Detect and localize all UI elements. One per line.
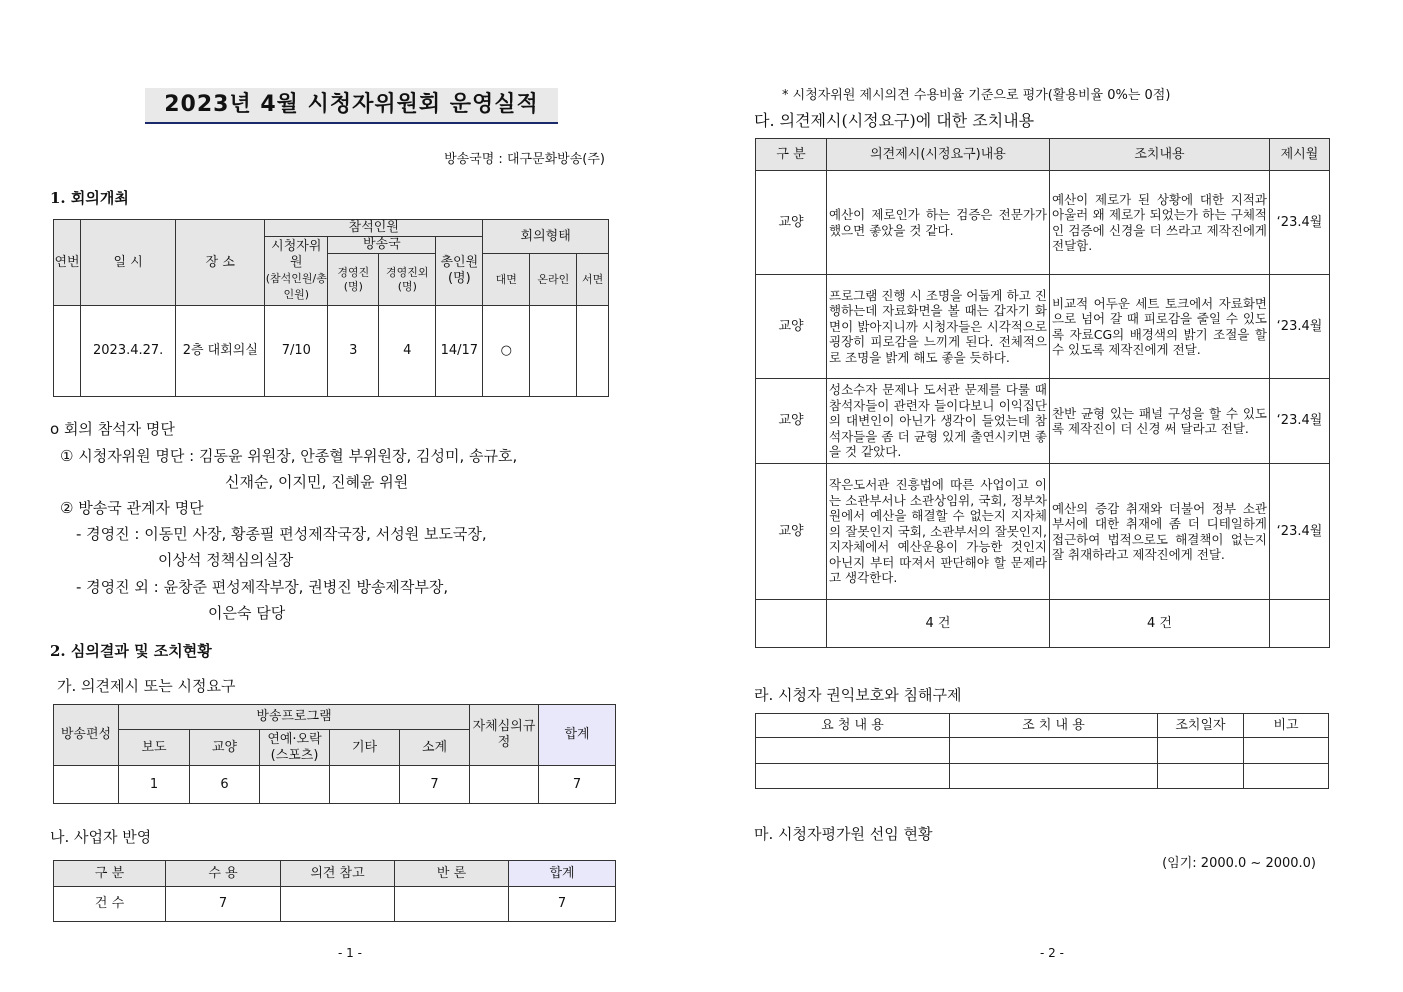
col-viewer (265, 237, 328, 306)
rights-table (755, 713, 1329, 789)
col-form: 회의형태 (483, 220, 609, 254)
col-opinion: 의견제시(시정요구)내용 (827, 139, 1050, 171)
col-viewer-label: 시청자위원 (271, 239, 322, 270)
cell: 1 (119, 766, 190, 804)
section-ma-title: 마. 시청자평가원 선임 현황 (754, 825, 933, 843)
opinion-table (53, 704, 616, 804)
col-ent: 연예·오락(스포츠) (260, 730, 330, 766)
cell-cat: 교양 (756, 464, 827, 600)
attendees-line: ① 시청자위원 명단 : 김동윤 위원장, 안종혈 부위원장, 김성미, 송규호, (60, 447, 518, 465)
cell (260, 766, 330, 804)
cell (281, 887, 395, 922)
cell (1158, 738, 1244, 764)
section-ra-title: 라. 시청자 권익보호와 침해구제 (754, 686, 962, 704)
cell (1244, 764, 1329, 789)
note: * 시청자위원 제시의견 수용비율 기준으로 평가(활용비율 0%는 0점) (782, 88, 1171, 103)
cell-total-action: 4 건 (1050, 600, 1270, 648)
col-act: 조 치 내 용 (950, 714, 1158, 738)
section-ga-title: 가. 의견제시 또는 시정요구 (57, 677, 236, 695)
col-etc: 기타 (330, 730, 400, 766)
table-row-total (756, 600, 1330, 648)
col-nonexec: 경영진외(명) (379, 254, 436, 306)
cell-cat: 교양 (756, 379, 827, 464)
reflection-table (53, 860, 616, 922)
cell-cat: 교양 (756, 275, 827, 379)
attendees-line: ② 방송국 관계자 명단 (60, 499, 204, 517)
cell: 7 (539, 766, 616, 804)
cell-cat: 교양 (756, 171, 827, 275)
cell-opinion: 예산이 제로인가 하는 검증은 전문가가 했으면 좋았을 것 같다. (827, 171, 1050, 275)
col-no: 연번 (54, 220, 81, 306)
col-ref: 의견 참고 (281, 861, 395, 887)
cell: 7 (400, 766, 470, 804)
cell-action: 예산의 증감 취재와 더불어 정부 소관 부서에 대한 취재에 좀 더 디테일하게 접근하여 법적으로도 해결책이 없는지 잘 취재하라고 제작진에게 전달. (1050, 464, 1270, 600)
broadcaster-name: 방송국명 : 대구문화방송(주) (444, 152, 605, 167)
col-viewer-sub: (참석인원/총인원) (265, 272, 327, 301)
term-period: (임기: 2000.0 ~ 2000.0) (1162, 856, 1316, 871)
cell-online (530, 306, 577, 397)
cell (756, 738, 950, 764)
col-reject: 반 론 (395, 861, 509, 887)
col-total: 총인원(명) (436, 237, 483, 306)
col-action: 조치내용 (1050, 139, 1270, 171)
cell-face: ○ (483, 306, 530, 397)
col-news: 보도 (119, 730, 190, 766)
cell-total-opinion: 4 건 (827, 600, 1050, 648)
cell-action: 예산이 제로가 된 상황에 대한 지적과 아울러 왜 제로가 되었는가 하는 구체적인 검증에 신경을 더 쓰라고 제작진에게 전달함. (1050, 171, 1270, 275)
cell-viewer: 7/10 (265, 306, 328, 397)
cell-month: ‘23.4월 (1270, 171, 1330, 275)
col-edu: 교양 (190, 730, 260, 766)
cell-opinion: 작은도서관 진흥법에 따른 사업이고 이는 소관부서나 소관상임위, 국회, 정부차원에서 예산을 해결할 수 없는지 지자체의 잘못인지 국회, 소관부서의 잘못인지, 지자체에서 예산운용이 가능한 것인지 아닌지 부터 따져서 판단해야 할 문제라고 생각한다. (827, 464, 1050, 600)
col-sum: 합계 (509, 861, 616, 887)
cell-action: 찬반 균형 있는 패널 구성을 할 수 있도록 제작진이 더 신경 써 달라고 전달. (1050, 379, 1270, 464)
col-month: 제시월 (1270, 139, 1330, 171)
table-row (756, 379, 1330, 464)
attendees-title: o 회의 참석자 명단 (50, 420, 175, 438)
cell-nonexec: 4 (379, 306, 436, 397)
col-self: 자체심의규정 (470, 705, 539, 766)
cell (950, 738, 1158, 764)
cell (54, 306, 81, 397)
table-row (756, 171, 1330, 275)
cell-month: ‘23.4월 (1270, 275, 1330, 379)
attendees-line: 이상석 정책심의실장 (158, 551, 294, 569)
col-station: 방송국 (328, 237, 436, 254)
table-row (756, 764, 1329, 789)
table-row (756, 275, 1330, 379)
cell-opinion: 성소수자 문제나 도서관 문제를 다룰 때 참석자들이 관련자 들이다보니 이익집단의 대변인이 아닌가 생각이 들었는데 참석자들을 좀 더 균형 있게 출연시키면 좋을 것 같았다. (827, 379, 1050, 464)
attendees-line: 이은숙 담당 (208, 604, 286, 622)
attendees-line: - 경영진 : 이동민 사장, 황종필 편성제작국장, 서성원 보도국장, (76, 525, 487, 543)
cell (330, 766, 400, 804)
cell-month: ‘23.4월 (1270, 464, 1330, 600)
action-table (755, 138, 1330, 648)
col-accept: 수 용 (166, 861, 281, 887)
col-date: 조치일자 (1158, 714, 1244, 738)
cell-month: ‘23.4월 (1270, 379, 1330, 464)
col-org: 방송편성 (54, 705, 119, 766)
cell: 6 (190, 766, 260, 804)
table-row (756, 738, 1329, 764)
cell (1244, 738, 1329, 764)
cell-opinion: 프로그램 진행 시 조명을 어둡게 하고 진행하는데 자료화면을 볼 때는 갑자기 화면이 밝아지니까 시청자들은 시각적으로 굉장히 피로감을 느끼게 된다. 전체적으로 조명을 밝게 해도 좋을 듯하다. (827, 275, 1050, 379)
col-online: 온라인 (530, 254, 577, 306)
col-cat: 구 분 (54, 861, 166, 887)
cell-place: 2층 대회의실 (176, 306, 265, 397)
meeting-table (53, 219, 609, 397)
table-row (54, 766, 616, 804)
section-da-title: 다. 의견제시(시정요구)에 대한 조치내용 (754, 111, 1035, 130)
cell (54, 766, 119, 804)
cell-exec: 3 (328, 306, 379, 397)
cell: 건 수 (54, 887, 166, 922)
cell (756, 764, 950, 789)
table-row (54, 887, 616, 922)
col-face: 대면 (483, 254, 530, 306)
col-place: 장 소 (176, 220, 265, 306)
cell-action: 비교적 어두운 세트 토크에서 자료화면으로 넘어 갈 때 피로감을 줄일 수 있도록 자료CG의 배경색의 밝기 조절을 할 수 있도록 제작진에게 전달. (1050, 275, 1270, 379)
col-note: 비고 (1244, 714, 1329, 738)
col-sub: 소계 (400, 730, 470, 766)
table-row (756, 464, 1330, 600)
col-sum: 합계 (539, 705, 616, 766)
cell (1158, 764, 1244, 789)
cell-total: 14/17 (436, 306, 483, 397)
attendees-line: - 경영진 외 : 윤창준 편성제작부장, 권병진 방송제작부장, (76, 578, 449, 596)
cell (756, 600, 827, 648)
col-req: 요 청 내 용 (756, 714, 950, 738)
cell-written (577, 306, 609, 397)
section-na-title: 나. 사업자 반영 (50, 828, 152, 846)
cell-date: 2023.4.27. (81, 306, 176, 397)
page-title: 2023년 4월 시청자위원회 운영실적 (145, 88, 558, 124)
page-number: - 1 - (338, 946, 362, 960)
col-exec: 경영진(명) (328, 254, 379, 306)
cell (1270, 600, 1330, 648)
col-date: 일 시 (81, 220, 176, 306)
attendees-line: 신재순, 이지민, 진혜윤 위원 (225, 473, 409, 491)
table-row (54, 306, 609, 397)
col-written: 서면 (577, 254, 609, 306)
col-cat: 구 분 (756, 139, 827, 171)
cell (395, 887, 509, 922)
cell: 7 (509, 887, 616, 922)
section-1-title: 1. 회의개최 (50, 189, 129, 207)
cell (470, 766, 539, 804)
cell (950, 764, 1158, 789)
section-2-title: 2. 심의결과 및 조치현황 (50, 642, 212, 660)
page-number: - 2 - (1040, 946, 1064, 960)
cell: 7 (166, 887, 281, 922)
col-attend: 참석인원 (265, 220, 483, 237)
col-prog: 방송프로그램 (119, 705, 470, 730)
